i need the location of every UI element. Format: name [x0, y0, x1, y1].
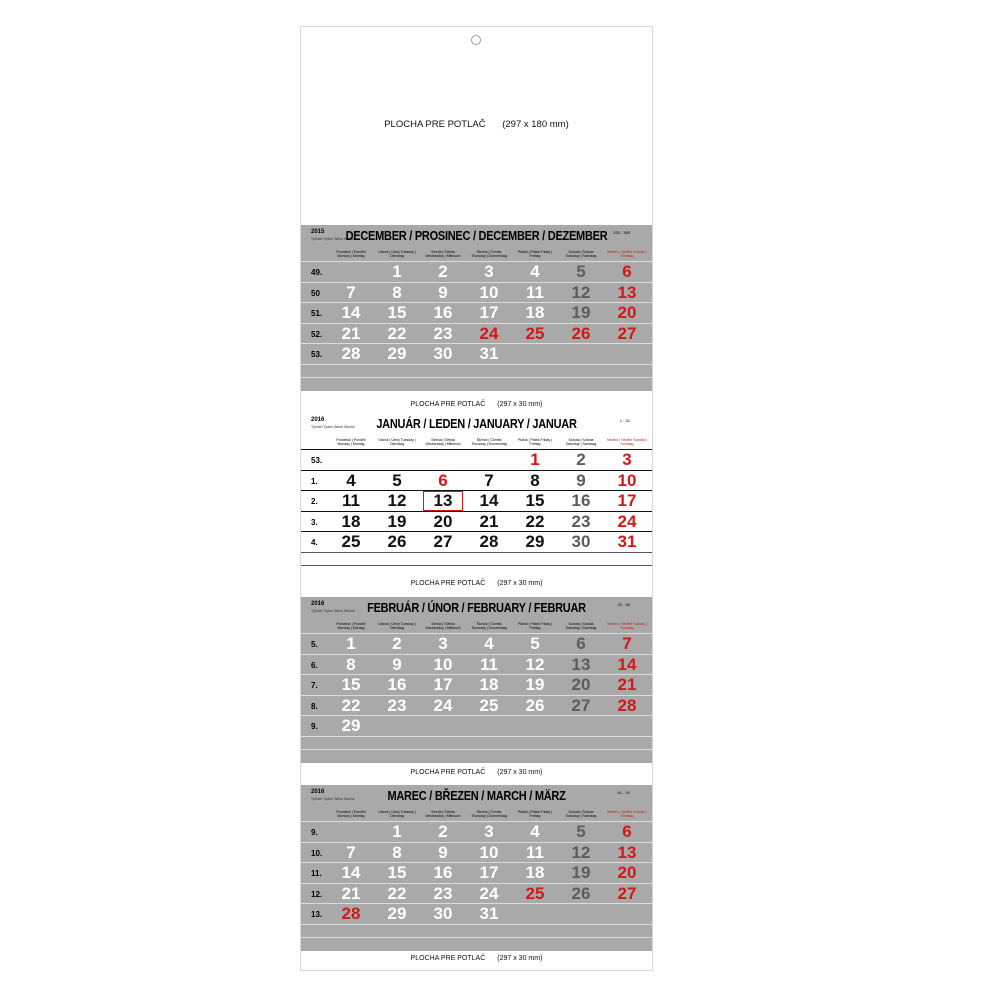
divider — [301, 924, 652, 925]
day-cell: 20 — [433, 511, 453, 531]
day-cell: 28 — [479, 532, 499, 551]
day-cell: 10 — [479, 282, 499, 302]
day-cell: 29 — [341, 716, 361, 735]
month-header — [301, 413, 652, 449]
day-cell: 13 — [617, 842, 637, 862]
day-cell: 2 — [392, 634, 402, 653]
day-cell: 7 — [484, 470, 494, 490]
day-cell: 15 — [525, 491, 545, 510]
day-range: 335 - 365 — [613, 230, 630, 235]
divider — [301, 552, 652, 553]
day-cell: 19 — [571, 303, 591, 322]
top-print-area — [301, 119, 652, 130]
week-number: 3. — [311, 517, 318, 527]
day-header: Nedeľa | Neděle Sunday | Sonntag — [607, 622, 648, 630]
day-cell: 21 — [341, 323, 361, 343]
week-row — [301, 490, 652, 511]
print-area-size: (297 x 30 mm) — [497, 955, 543, 962]
day-cell: 3 — [484, 262, 494, 281]
week-row — [301, 343, 652, 364]
month-year: 2016 — [311, 789, 325, 795]
day-cell: 12 — [525, 654, 545, 674]
month-year: 2016 — [311, 417, 325, 423]
week-number-header: Týždeň Týden Week Woche — [311, 797, 355, 801]
day-header: Sobota | Sobota Saturday | Samstag — [565, 622, 597, 630]
day-cell: 14 — [617, 654, 637, 674]
day-cell: 23 — [433, 323, 453, 343]
week-number-header: Týždeň Týden Week Woche — [311, 425, 355, 429]
day-header: Pondelok | Pondělí Monday | Montag — [336, 810, 366, 818]
month-header — [301, 225, 652, 261]
strip-print-area — [301, 401, 652, 408]
day-cell: 3 — [484, 822, 494, 841]
day-header: Pondelok | Pondělí Monday | Montag — [336, 250, 366, 258]
week-row — [301, 842, 652, 863]
day-cell: 21 — [341, 883, 361, 903]
day-cell: 8 — [392, 282, 402, 302]
day-cell: 16 — [387, 675, 407, 694]
divider — [301, 377, 652, 378]
day-cell: 22 — [387, 883, 407, 903]
day-cell: 21 — [479, 511, 499, 531]
day-cell: 27 — [617, 883, 637, 903]
month-block — [301, 413, 652, 579]
print-area-size: (297 x 180 mm) — [502, 119, 569, 130]
day-header: Streda | Středa Wednesday | Mittwoch — [425, 438, 461, 446]
day-cell: 12 — [387, 491, 407, 510]
week-number: 9. — [311, 828, 318, 837]
day-header: Štvrtok | Čtvrtek Thursday | Donnerstag — [471, 438, 507, 446]
day-cell: 14 — [341, 863, 361, 882]
day-cell: 13 — [617, 282, 637, 302]
day-header: Štvrtok | Čtvrtek Thursday | Donnerstag — [471, 810, 507, 818]
day-header: Piatok | Pátek Friday | Freitag — [517, 438, 553, 446]
day-cell: 6 — [622, 822, 632, 841]
day-cell: 31 — [479, 904, 499, 923]
day-cell: 28 — [341, 904, 361, 923]
day-header: Utorok | Úterý Tuesday | Dienstag — [378, 622, 416, 630]
day-cell: 7 — [622, 634, 632, 653]
day-cell: 10 — [433, 654, 453, 674]
day-header: Sobota | Sobota Saturday | Samstag — [565, 250, 597, 258]
week-row — [301, 674, 652, 695]
month-title: FEBRUÁR / ÚNOR / FEBRUARY / FEBRUAR — [367, 601, 586, 615]
day-cell: 24 — [479, 323, 499, 343]
day-cell: 29 — [387, 904, 407, 923]
week-row — [301, 282, 652, 303]
week-row — [301, 511, 652, 532]
day-cell: 9 — [576, 470, 586, 490]
week-number: 10. — [311, 848, 323, 858]
day-cell: 17 — [479, 303, 499, 322]
day-cell: 27 — [433, 532, 453, 551]
day-cell: 19 — [525, 675, 545, 694]
week-row — [301, 261, 652, 282]
day-cell: 13 — [571, 654, 591, 674]
month-block — [301, 225, 652, 391]
day-cell: 10 — [479, 842, 499, 862]
day-header: Nedeľa | Neděle Sunday | Sonntag — [607, 250, 648, 258]
day-cell: 17 — [617, 491, 637, 510]
day-header: Pondelok | Pondělí Monday | Montag — [336, 622, 366, 630]
week-number: 53. — [311, 456, 323, 465]
day-cell: 2 — [438, 822, 448, 841]
day-header: Sobota | Sobota Saturday | Samstag — [565, 810, 597, 818]
day-cell: 23 — [571, 511, 591, 531]
day-cell: 30 — [571, 532, 591, 551]
print-area-label: PLOCHA PRE POTLAČ — [384, 119, 486, 130]
day-cell: 19 — [387, 511, 407, 531]
day-cell: 2 — [438, 262, 448, 281]
day-cell: 23 — [433, 883, 453, 903]
day-cell: 17 — [479, 863, 499, 882]
week-number: 1. — [311, 476, 318, 486]
day-cell: 1 — [392, 262, 402, 281]
day-cell: 25 — [341, 532, 361, 551]
week-row — [301, 302, 652, 323]
day-header: Pondelok | Pondělí Monday | Montag — [336, 438, 366, 446]
day-cell: 5 — [576, 822, 586, 841]
day-cell: 27 — [571, 695, 591, 715]
day-cell: 24 — [479, 883, 499, 903]
day-cell: 18 — [341, 511, 361, 531]
day-cell: 26 — [571, 883, 591, 903]
month-year: 2016 — [311, 601, 325, 607]
day-cell: 14 — [479, 491, 499, 510]
day-cell: 4 — [530, 822, 540, 841]
week-row — [301, 821, 652, 842]
day-range: 61 - 91 — [617, 790, 630, 795]
day-cell: 5 — [392, 470, 402, 490]
day-cell: 20 — [617, 863, 637, 882]
day-cell: 21 — [617, 675, 637, 694]
day-range: 1 - 31 — [619, 418, 630, 423]
week-number: 8. — [311, 701, 318, 711]
day-cell: 10 — [617, 470, 637, 490]
day-cell: 5 — [530, 634, 540, 653]
week-number: 53. — [311, 350, 323, 359]
week-number: 11. — [311, 869, 322, 878]
month-block — [301, 785, 652, 951]
divider — [301, 565, 652, 566]
day-header: Nedeľa | Neděle Sunday | Sonntag — [607, 810, 648, 818]
day-cell: 20 — [571, 675, 591, 694]
day-cell: 9 — [392, 654, 402, 674]
week-row — [301, 531, 652, 552]
day-cell: 8 — [392, 842, 402, 862]
week-number: 7. — [311, 681, 318, 690]
print-area-label: PLOCHA PRE POTLAČ — [410, 769, 486, 776]
day-cell: 26 — [525, 695, 545, 715]
day-header: Štvrtok | Čtvrtek Thursday | Donnerstag — [471, 250, 507, 258]
week-row — [301, 695, 652, 716]
week-number: 2. — [311, 497, 318, 506]
day-cell: 1 — [392, 822, 402, 841]
day-cell: 20 — [617, 303, 637, 322]
week-row — [301, 862, 652, 883]
day-cell: 16 — [571, 491, 591, 510]
day-cell: 31 — [617, 532, 637, 551]
day-cell: 11 — [342, 491, 360, 510]
month-header — [301, 597, 652, 633]
day-header: Piatok | Pátek Friday | Freitag — [517, 622, 553, 630]
week-number: 49. — [311, 268, 323, 277]
day-cell: 4 — [346, 470, 356, 490]
week-row — [301, 715, 652, 736]
day-cell: 23 — [387, 695, 407, 715]
day-cell: 9 — [438, 282, 448, 302]
calendar-sheet — [300, 26, 653, 971]
day-cell: 28 — [341, 344, 361, 363]
day-cell: 24 — [617, 511, 637, 531]
print-area-label: PLOCHA PRE POTLAČ — [410, 955, 486, 962]
month-block — [301, 597, 652, 763]
week-number: 5. — [311, 640, 318, 649]
day-cell: 12 — [571, 282, 591, 302]
day-cell: 26 — [571, 323, 591, 343]
day-header: Streda | Středa Wednesday | Mittwoch — [425, 622, 461, 630]
week-number: 13. — [311, 910, 323, 919]
day-cell: 9 — [438, 842, 448, 862]
day-cell: 16 — [433, 303, 453, 322]
day-cell: 15 — [341, 675, 361, 694]
day-cell: 11 — [480, 654, 498, 674]
day-cell: 22 — [525, 511, 545, 531]
week-row — [301, 323, 652, 344]
day-cell: 15 — [387, 303, 407, 322]
week-row — [301, 470, 652, 491]
day-cell: 6 — [622, 262, 632, 281]
week-number: 50 — [311, 288, 320, 298]
day-cell: 29 — [387, 344, 407, 363]
divider — [301, 736, 652, 737]
divider — [301, 937, 652, 938]
strip-print-area — [301, 580, 652, 587]
week-number: 6. — [311, 660, 318, 670]
week-number: 12. — [311, 889, 323, 899]
print-area-size: (297 x 30 mm) — [497, 580, 543, 587]
day-cell: 11 — [526, 282, 544, 302]
day-cell: 4 — [530, 262, 540, 281]
day-cell: 4 — [484, 634, 494, 653]
print-area-size: (297 x 30 mm) — [497, 769, 543, 776]
day-cell: 15 — [387, 863, 407, 882]
day-cell: 3 — [438, 634, 448, 653]
day-cell: 7 — [346, 842, 356, 862]
week-row — [301, 449, 652, 470]
month-title: JANUÁR / LEDEN / JANUARY / JANUAR — [376, 417, 577, 431]
day-header: Piatok | Pátek Friday | Freitag — [517, 810, 553, 818]
day-header: Utorok | Úterý Tuesday | Dienstag — [378, 250, 416, 258]
day-header: Piatok | Pátek Friday | Freitag — [517, 250, 553, 258]
day-cell: 26 — [387, 532, 407, 551]
day-cell: 31 — [479, 344, 499, 363]
week-number-header: Týždeň Týden Week Woche — [311, 609, 355, 613]
print-area-size: (297 x 30 mm) — [497, 401, 543, 408]
day-cell: 24 — [433, 695, 453, 715]
divider — [301, 364, 652, 365]
day-cell: 22 — [387, 323, 407, 343]
week-row — [301, 633, 652, 654]
day-cell: 7 — [346, 282, 356, 302]
month-header — [301, 785, 652, 821]
hanging-hole — [471, 35, 481, 45]
week-row — [301, 903, 652, 924]
day-header: Streda | Středa Wednesday | Mittwoch — [425, 250, 461, 258]
week-number: 52. — [311, 329, 323, 339]
print-area-label: PLOCHA PRE POTLAČ — [410, 580, 486, 587]
day-header: Sobota | Sobota Saturday | Samstag — [565, 438, 597, 446]
day-cell: 6 — [576, 634, 586, 653]
day-cell: 25 — [525, 323, 545, 343]
day-header: Utorok | Úterý Tuesday | Dienstag — [378, 438, 416, 446]
day-cell: 18 — [479, 675, 499, 694]
week-number: 9. — [311, 722, 318, 731]
week-row — [301, 654, 652, 675]
day-header: Utorok | Úterý Tuesday | Dienstag — [378, 810, 416, 818]
week-row — [301, 883, 652, 904]
strip-print-area — [301, 955, 652, 962]
month-title: DECEMBER / PROSINEC / DECEMBER / DEZEMBER — [345, 229, 608, 243]
day-cell: 11 — [526, 842, 544, 862]
day-cell: 12 — [571, 842, 591, 862]
month-year: 2015 — [311, 229, 325, 235]
week-number-header: Týždeň Týden Week Woche — [311, 237, 355, 241]
day-header: Nedeľa | Neděle Sunday | Sonntag — [607, 438, 648, 446]
strip-print-area — [301, 769, 652, 776]
day-cell: 27 — [617, 323, 637, 343]
day-cell: 16 — [433, 863, 453, 882]
day-cell: 8 — [530, 470, 540, 490]
day-cell: 2 — [576, 450, 586, 469]
day-cell: 17 — [433, 675, 453, 694]
day-cell: 25 — [479, 695, 499, 715]
day-cell: 14 — [341, 303, 361, 322]
day-cell: 8 — [346, 654, 356, 674]
day-cell: 30 — [433, 344, 453, 363]
month-title: MAREC / BŘEZEN / MARCH / MÄRZ — [387, 789, 566, 803]
print-area-label: PLOCHA PRE POTLAČ — [410, 401, 486, 408]
day-cell: 1 — [530, 450, 540, 469]
day-header: Štvrtok | Čtvrtek Thursday | Donnerstag — [471, 622, 507, 630]
day-range: 32 - 60 — [617, 602, 630, 607]
day-header: Streda | Středa Wednesday | Mittwoch — [425, 810, 461, 818]
week-number: 51. — [311, 309, 323, 318]
day-cell: 3 — [622, 450, 632, 469]
day-cell: 18 — [525, 303, 545, 322]
day-cell: 13 — [423, 491, 463, 511]
day-cell: 30 — [433, 904, 453, 923]
day-cell: 18 — [525, 863, 545, 882]
day-cell: 25 — [525, 883, 545, 903]
day-cell: 28 — [617, 695, 637, 715]
day-cell: 29 — [525, 532, 545, 551]
day-cell: 22 — [341, 695, 361, 715]
week-number: 4. — [311, 538, 318, 547]
day-cell: 5 — [576, 262, 586, 281]
day-cell: 19 — [571, 863, 591, 882]
day-cell: 1 — [346, 634, 356, 653]
day-cell: 6 — [438, 470, 448, 490]
divider — [301, 749, 652, 750]
